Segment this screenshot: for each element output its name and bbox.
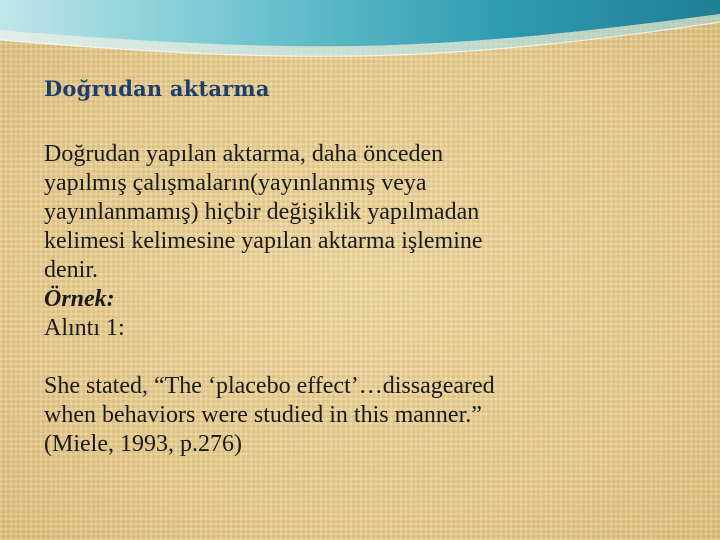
slide-body [44,140,684,459]
definition-line: kelimesi kelimesine yapılan aktarma işlemine [44,228,483,254]
quote-citation: (Miele, 1993, p.276) [44,431,242,457]
quote-line: when behaviors were studied in this manner.” [44,402,482,428]
quote-line: She stated, “The ‘placebo effect’…dissageared [44,373,495,399]
definition-line: yayınlanmamış) hiçbir değişiklik yapılmadan [44,199,480,225]
quote-label: Alıntı 1: [44,315,125,341]
spacer [44,343,684,372]
definition-line: yapılmış çalışmaların(yayınlanmış veya [44,170,427,196]
definition-line: Doğrudan yapılan aktarma, daha önceden [44,141,444,167]
definition-line: denir. [44,257,98,283]
header-wave-decoration [0,0,720,70]
example-label: Örnek: [44,286,115,312]
slide-title: Doğrudan aktarma [44,76,270,101]
